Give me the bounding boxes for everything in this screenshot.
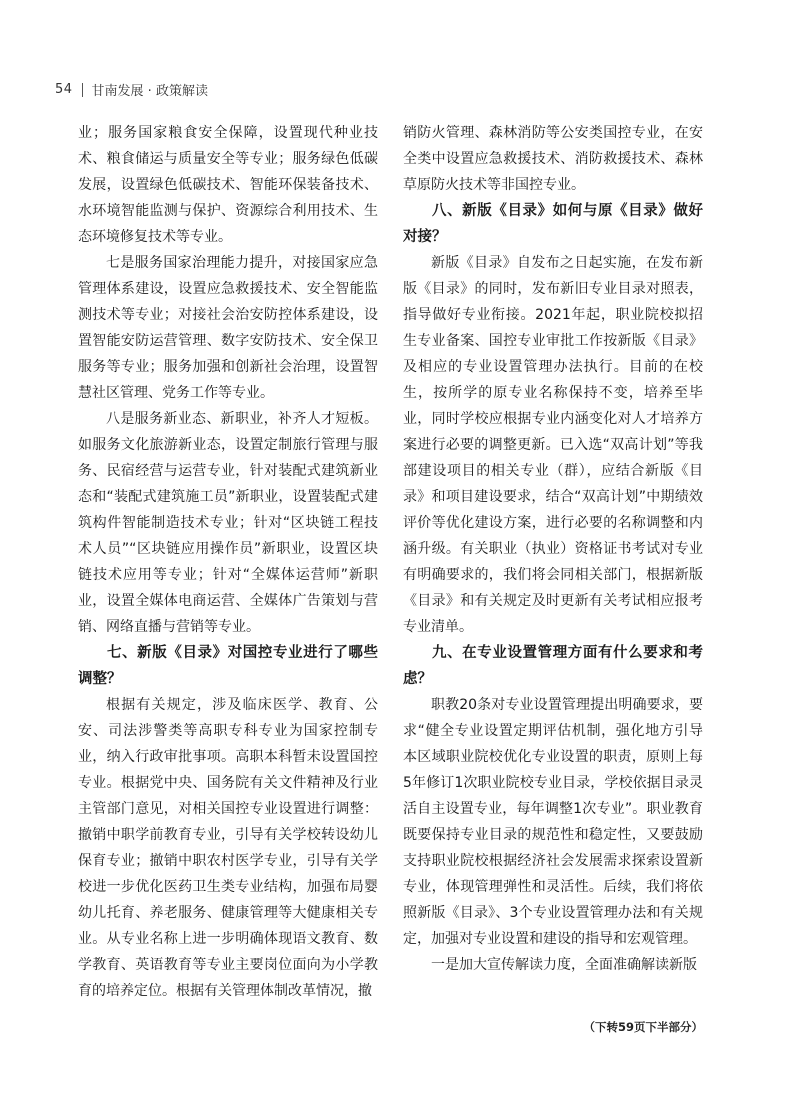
section-title: 甘南发展 · 政策解读 bbox=[91, 84, 208, 99]
paragraph: 新版《目录》自发布之日起实施，在发布新版《目录》的同时，发布新旧专业目录对照表，指导做好专业衔接。2021年起，职业院校拟招生专业备案、国控专业审批工作按新版《目录》及相应的专业设置管理办法执行。目前的在校生，按所学的原专业名称保持不变，培养至毕业，同时学校应根据专业内涵变化对人才培养方案进行必要的调整更新。已入选“双高计划”等我部建设项目的相关专业（群），应结合新版《目录》和项目建设要求，结合“双高计划”中期绩效评价等优化建设方案，进行必要的名称调整和内涵升级。有关职业（执业）资格证书考试对专业有明确要求的，我们将会同相关部门，根据新版《目录》和有关规定及时更新有关考试相应报考专业清单。 bbox=[403, 255, 703, 635]
page-number: 54 bbox=[55, 82, 73, 97]
section-heading: 七、新版《目录》对国控专业进行了哪些调整？ bbox=[78, 645, 378, 687]
page-header bbox=[55, 80, 208, 99]
paragraph: 职教20条对专业设置管理提出明确要求，要求“健全专业设置定期评估机制，强化地方引导本区域职业院校优化专业设置的职责，原则上每5年修订1次职业院校专业目录，学校依据目录灵活自主设置专业，每年调整1次专业”。职业教育既要保持专业目录的规范性和稳定性，又要鼓励支持职业院校根据经济社会发展需求探索设置新专业，体现管理弹性和灵活性。后续，我们将依照新版《目录》、3个专业设置管理办法和有关规定，加强对专业设置和建设的指导和宏观管理。 bbox=[403, 697, 703, 947]
paragraph: 一是加大宣传解读力度，全面准确解读新版 bbox=[431, 957, 697, 973]
paragraph: 七是服务国家治理能力提升，对接国家应急管理体系建设，设置应急救援技术、安全智能监测技术等专业；对接社会治安防控体系建设，设置智能安防运营管理、数字安防技术、安全保卫服务等专业；服务加强和创新社会治理，设置智慧社区管理、党务工作等专业。 bbox=[78, 255, 378, 401]
paragraph: 根据有关规定，涉及临床医学、教育、公安、司法涉警类等高职专科专业为国家控制专业，纳入行政审批事项。高职本科暂未设置国控专业。根据党中央、国务院有关文件精神及行业主管部门意见，对相关国控专业设置进行调整：撤销中职学前教育专业，引导有关学校转设幼儿保育专业；撤销中职农村医学专业，引导有关学校进一步优化医药卫生类专业结构，加强布局婴幼儿托育、养老服务、健康管理等大健康相关专业。从专业名称上进一步明确体现语文教育、数学教育、英语教育等专业主要岗位面向为小学教育的培养定位。根据有关管理体制改革情况，撤 bbox=[78, 697, 378, 999]
paragraph: 业；服务国家粮食安全保障，设置现代种业技术、粮食储运与质量安全等专业；服务绿色低碳发展，设置绿色低碳技术、智能环保装备技术、水环境智能监测与保护、资源综合利用技术、生态环境修复技术等专业。 bbox=[78, 125, 378, 245]
section-heading: 八、新版《目录》如何与原《目录》做好对接？ bbox=[403, 203, 703, 245]
continuation-note: （下转59页下半部分） bbox=[583, 1020, 703, 1034]
left-column bbox=[78, 120, 378, 1004]
paragraph: 八是服务新业态、新职业，补齐人才短板。如服务文化旅游新业态，设置定制旅行管理与服务、民宿经营与运营专业，针对装配式建筑新业态和“装配式建筑施工员”新职业，设置装配式建筑构件智能制造技术专业；针对“区块链工程技术人员”“区块链应用操作员”新职业，设置区块链技术应用等专业；针对“全媒体运营师”新职业，设置全媒体电商运营、全媒体广告策划与营销、网络直播与营销等专业。 bbox=[78, 411, 378, 635]
right-column bbox=[403, 120, 703, 978]
paragraph: 销防火管理、森林消防等公安类国控专业，在安全类中设置应急救援技术、消防救援技术、森林草原防火技术等非国控专业。 bbox=[403, 125, 703, 193]
header-divider bbox=[82, 83, 83, 97]
section-heading: 九、在专业设置管理方面有什么要求和考虑？ bbox=[403, 645, 703, 687]
